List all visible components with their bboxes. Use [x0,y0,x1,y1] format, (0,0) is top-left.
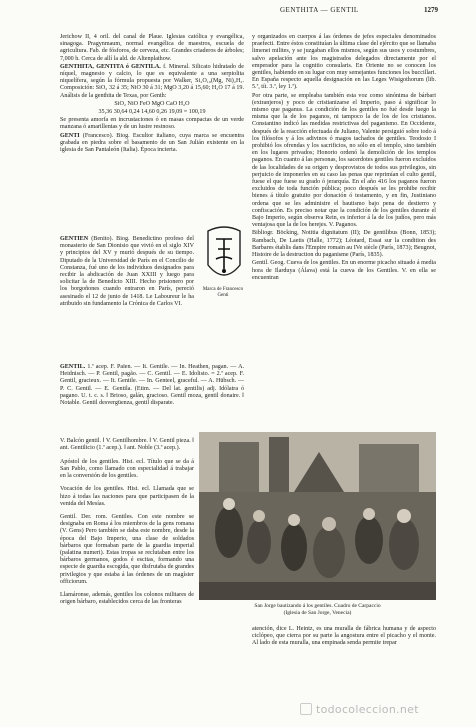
painting-caption-line-2: (Iglesia de San Jorge, Venecia) [283,609,352,616]
carpaccio-painting-image [199,432,436,600]
painting-caption [199,603,436,616]
logo-caption [194,287,252,299]
genthita-tail: Se presenta amorfa en incrustaciones ó en masas compactas de un verde manzana ó amarillentas y de un lustre resinoso. [60,117,244,131]
bibliography: Bibliogr. Böcking, Notitia dignitatum (II); De gentilibus (Bonn, 1853); Rambach, De Laetis (Halle, 1772); Léotard, Essai sur la condition des Barbares établis dans l'Empire romain au IVe siècle (París, 1873); Beugnot, Histoire de la destruction du paganisme (París, 1835). [252,230,436,259]
gentil-roman-text: Gentil. Der. rom. Gentiles. Con este nombre se designaba en Roma á los miembros de la gens romana (V. Gens) Pero también se daba este nombre, desde la época del Bajo Imperio, una clase de soldados bárbaros que formaban parte de la guardia imperial (palatina numeri). Estas tropas se reclutaban entre los bárbaros germanos, godos é escitas, formando una especie de guardia escogida, que disfrutaba de grandes privilegios y que estaba á las órdenes de un magíster officiorum. [60,514,194,585]
entry-body: f. Mineral. Silicato hidratado de níquel, magnesio y calcio, lo que es equivalente a una serpiolita niquelífera, según la fórmula propuesta por Walker, Si₂O₁₀(Mg, Ni)₂H₂. Composición: SiO₂ 32 á 35; NiO 30 á 31; MgO 3,20 á 15,60; H₂O 17 á 19. Análisis de la genthita de Texas, por Genth: [60,63,245,99]
gentil-entry [60,364,244,407]
running-title: GENTHITA — GENTIL [280,6,359,14]
entry-body: 1.ª acep. F. Païen. — It. Gentile. — In. Heathen, pagan. — A. Heidnisch. — P. Gentil, pagão. — C. Gentil. — E. Idolisto. = 2.ª acep. F. Gentil, gracieux. — It. Gentile. — In. Genteel, graceful. — A. Hübsch. — P. C. Gentil. — E. Gentila. (Etim. — Del lat. gentilis) adj. Idólatra ó pagano. U. t. c. s. ‖ Brioso, galán, gracioso. Gentil moza, gentil donaire. ‖ Notable. Gentil desvergüenza, gentil disparate. [60,364,244,407]
genti-entry [60,133,244,155]
right-para-2: Por otra parte, se empleaba también esta voz como sinónima de bárbari (extranjeros) y poco de cristianizarse el Imperio, paso á significar lo mismo que paganus. La condición de los gentiles no fué desde luego la misma que la de los paganos, ni tampoco la de los de los cristianos. Constantino indicó las medidas restrictivas del paganismo. En Occidente, después de la reacción efectuada de Juliano, Valente persiguió sobre todo á los filósofos y á los adivinos ó magos tachados de gentiles. Teodosio I prohibió los ofrendas y los sacrificios, no sólo en el templo, sino también en los lugares privados; Honorio ordenó la demolición de los templos paganos. En cuanto á las personas, los sacerdotes gentiles fueron excluidos de las localidades de su origen y desprovistos de todos sus privilegios, sin perjuicio de imponerles en su caso las penas que reprimían el culto gentil, fuese el que fuese su grado ó jerarquía. En el año 416 los paganos fueron excluidos de toda función pública; poco después se les prohibe recibir bienes á título gratuito por donación ó testamento, y en fin, Justiniano ordena que se les administre el bautismo bajo pena de destierro y confiscación. Es preciso notar que la condición de los gentiles durante el Bajo Imperio, según observa Rein, es inferior á la de los judíos, pero más ventajosa que la de los herejes. V. Paganos. [252,92,436,229]
formula-line-1: SiO₂ NiO FeO MgO CaO H₂O [114,100,190,107]
entry-body: (Francesco). Biog. Escultor italiano, cuya marca se encuentra grabada en piedra sobre el basamento de un San Julián existente en la iglesia de San Pantaleón (Italia). Época incierta. [60,132,244,154]
entry-headword: GENTHITA, GENTITA ó GENTILA. [60,63,161,70]
jerichow-text: Jerichow II, 4 oril. del canal de Plaue. Iglesias católica y evangélica, sinagoga. Pragynmaum, normal evangélica de maestros, escuela de agricultura. Fab. de fósforos, de cerveza, etc. Grandes criaderos de árboles; 7,000 h. Cerca de allí la ald. de Altenplathow. [60,34,244,62]
right-para-1: y organizados en cuerpos á las órdenes de jefes especiales denominados praefecti. Entre éstos constituían la última clase del ejército que se llamaba limenei milites, y se juzgaban ellos mismos, según sus usos y costumbres, salvo apelación ante los magistrados delegados directamente por el emperador para la cognitio consularis. En Oriente no se conocen los gentiles, habiendo en su lugar con muy semejantes funciones los buccillari. En España respecto aquella designación en las Leges Wisigothorum (lib. 5.ª, tít. 3.ª, ley 1.ª). [252,34,436,91]
francesco-genti-mark-image [206,225,242,283]
watermark [300,703,419,716]
apostol-text: Apóstol de los gentiles. Hist. ecl. Título que se da á San Pablo, como llamado con especialidad á trabajar en la conversión de los gentiles. [60,458,194,479]
left-column [60,34,244,155]
bottom-right-text: atención, dice L. Heintz, es una muralla de fábrica humana y de aspecto ciclópeo, que cierra por su parte la angostura entre el picacho y el monte. Al lado de esta muralla, una empinada senda permite trepar [252,626,436,647]
balcon-text: V. Balcón gentil. ‖ V. Gentilhombre. ‖ V. Gentil pieza. ‖ ant. Gentilicio (1.ª acep.). ‖ ant. Noble (3.ª acep.). [60,438,194,452]
formula-line-2: 35,36 30,64 0,24 14,60 0,26 19,09 = 100,19 [98,109,206,116]
vocacion-text: Vocación de los gentiles. Hist. ecl. Llamada que se hizo á todas las naciones para que participasen de la venida del Mesías. [60,486,194,507]
right-column [252,34,436,283]
running-header [0,6,476,18]
entry-body: (Benito). Biog. Benedictino profeso del monasterio de San Dionisio que vivió en el siglo XIV y principios del XV y murió después de su tiempo. Diputado de la Universidad de París en el Concilio de Constanza, fué uno de los individuos designados para recibir la abdicación de Juan XXIII y luego para solicitar la de Benedicto XIII. Hecho prisionero por los borgoñones cuando entraron en París, pereció asesinado el 12 de junio de 1418. Le Laboureur le ha atribuido sin fundamento la Crónica de Carlos VI. [60,236,194,307]
entry-headword: GENTIL. [60,364,86,370]
painting-caption-line-1: San Jorge bautizando á los gentiles. Cuadro de Carpaccio [254,603,381,609]
left-column-lower [60,364,244,408]
logo-caption-line-2: Genti [217,293,229,298]
logo-caption-line-1: Marca de Francesco [202,287,244,292]
entry-headword: GENTI [60,132,80,139]
gentien-entry [60,236,194,308]
llamaronse-text: Llamáronse, además, gentiles los colonos militares de origen bárbaro, establecidos cerca de las fronteras [60,592,194,606]
left-column-bottom [60,432,194,613]
left-column-narrow [60,236,194,309]
watermark-mark-icon [300,703,312,715]
genthita-entry [60,64,244,100]
entry-headword: GENTIEN [60,236,89,242]
watermark-text: todocoleccion.net [316,703,419,716]
page-number: 1279 [424,6,438,14]
gentil-geo-entry: Gentil. Geog. Cueva de los gentiles. En un enorme picacho situado á media hora de Ilarduya (Álava) está la cueva de los Gentiles. V. en ella se encuentran [252,260,436,281]
